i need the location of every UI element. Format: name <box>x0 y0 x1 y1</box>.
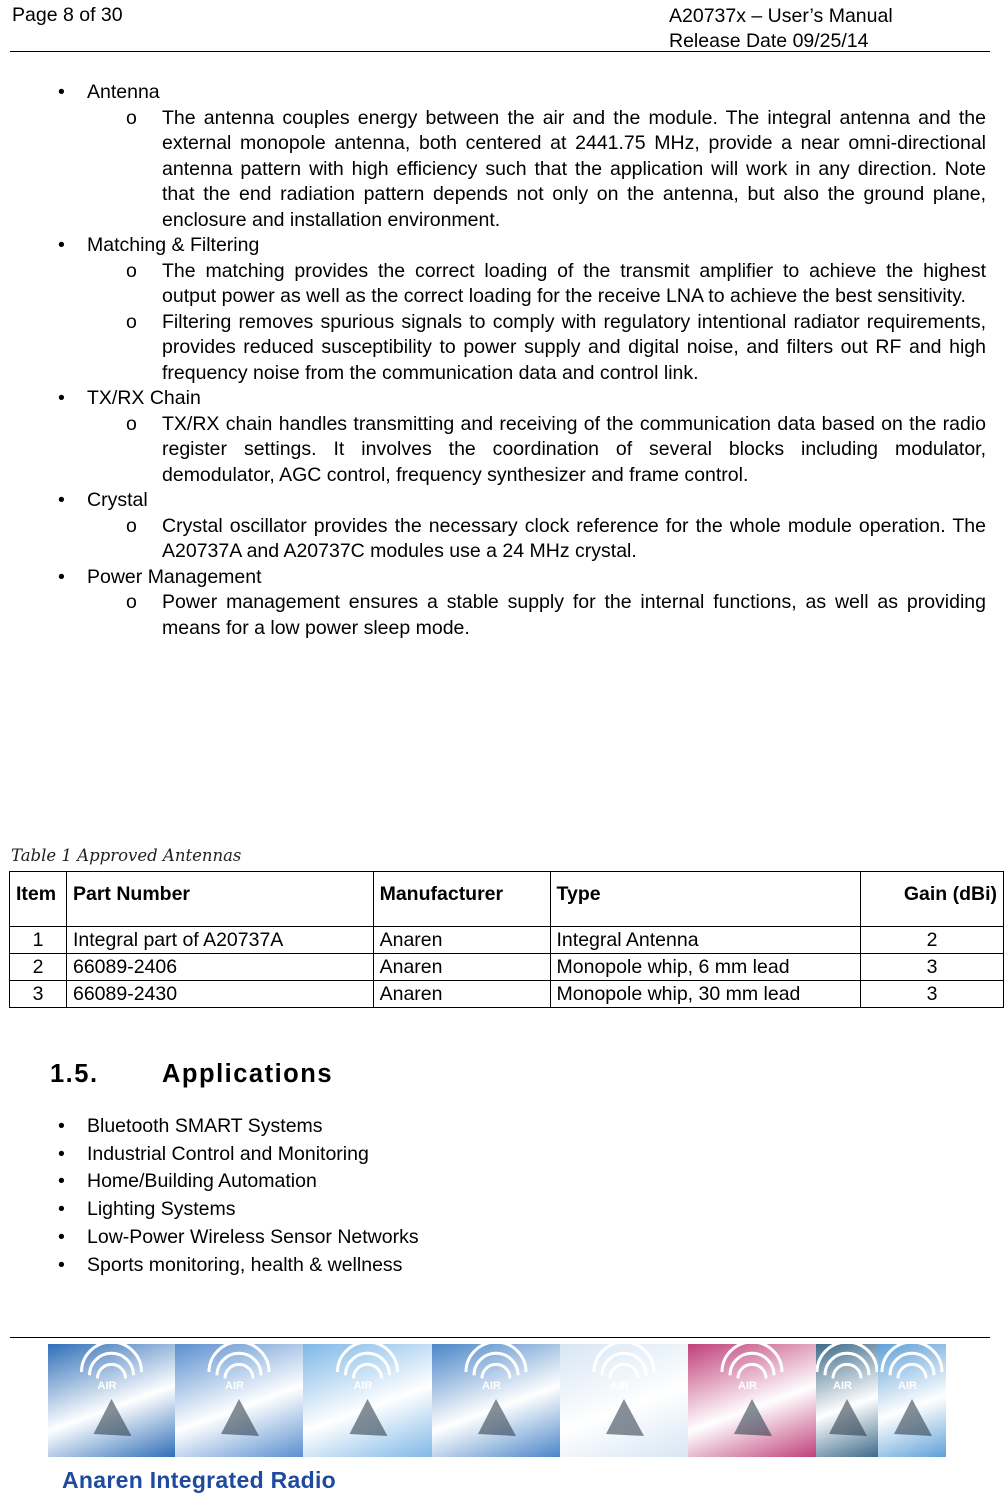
footer-banner <box>48 1344 946 1494</box>
application-label: Sports monitoring, health & wellness <box>87 1253 403 1276</box>
detail-text: Filtering removes spurious signals to comply with regulatory intentional radiator requirements, provides reduced susceptibility to power supply and digital noise, and filters out RF and high frequency noise from the communication data and control link. <box>162 310 986 384</box>
component-list <box>0 80 1006 641</box>
bullet-icon: • <box>58 1225 65 1248</box>
table-cell: 66089-2406 <box>66 954 373 981</box>
release-date: Release Date 09/25/14 <box>669 30 869 52</box>
component-title: Antenna <box>87 81 160 103</box>
component-detail <box>0 590 1006 641</box>
approved-antennas-table <box>9 871 1004 1008</box>
table-cell: 1 <box>10 927 67 954</box>
bullet-icon: • <box>58 234 65 256</box>
surfer-image <box>816 1344 878 1457</box>
circle-bullet-icon: o <box>126 259 137 282</box>
bullet-icon: • <box>58 81 65 103</box>
component-item <box>0 386 1006 412</box>
application-item <box>0 1168 1006 1196</box>
bullet-icon: • <box>58 1253 65 1276</box>
table-row <box>10 927 1004 954</box>
document-title: A20737x – User’s Manual <box>669 5 893 27</box>
circle-bullet-icon: o <box>126 106 137 129</box>
bullet-icon: • <box>58 1170 65 1193</box>
air-badge-label: AIR <box>610 1380 629 1392</box>
air-badge-icon <box>878 1344 946 1457</box>
component-title: Matching & Filtering <box>87 234 260 256</box>
circle-bullet-icon: o <box>126 591 137 613</box>
detail-text: Power management ensures a stable supply for the internal functions, as well as providing means for a low power sleep mode. <box>162 591 986 639</box>
section-title: Applications <box>162 1060 334 1088</box>
air-badge-icon <box>688 1344 816 1457</box>
circle-bullet-icon: o <box>126 310 137 333</box>
bullet-icon: • <box>58 1142 65 1165</box>
column-header: Part Number <box>66 872 373 927</box>
table-caption: Table 1 Approved Antennas <box>11 846 242 865</box>
cyclist-image <box>303 1344 432 1457</box>
table-cell: Integral Antenna <box>550 927 861 954</box>
windsurfer-image <box>560 1344 688 1457</box>
air-badge-icon <box>48 1344 175 1457</box>
air-badge-icon <box>303 1344 432 1457</box>
air-badge-label: AIR <box>97 1380 117 1392</box>
detail-text: TX/RX chain handles transmitting and receiving of the communication data based on the radio register settings. It involves the coordination of several blocks including modulator, demodulator, AGC control, frequency synthesizer and frame control. <box>162 412 986 486</box>
detail-text: The matching provides the correct loading of the transmit amplifier to achieve the highest output power as well as the correct loading for the receive LNA to achieve the best sensitivity. <box>162 259 986 307</box>
brand-name: Anaren Integrated Radio <box>62 1467 336 1493</box>
air-badge-icon <box>560 1344 688 1457</box>
air-badge-label: AIR <box>353 1380 373 1392</box>
application-item <box>0 1113 1006 1141</box>
component-detail <box>0 310 1006 387</box>
component-item <box>0 488 1006 514</box>
table-cell: Anaren <box>373 927 550 954</box>
table-cell: 3 <box>861 954 1004 981</box>
footer-rule <box>10 1337 990 1338</box>
air-badge-label: AIR <box>898 1380 917 1392</box>
skateboarder-image <box>48 1344 175 1457</box>
table-cell: 2 <box>861 927 1004 954</box>
snowboarder-image <box>432 1344 560 1457</box>
bullet-icon: • <box>58 565 65 588</box>
component-title: Crystal <box>87 489 148 511</box>
component-detail <box>0 412 1006 489</box>
component-detail <box>0 106 1006 234</box>
table-cell: Anaren <box>373 954 550 981</box>
application-label: Home/Building Automation <box>87 1170 317 1193</box>
application-item <box>0 1252 1006 1280</box>
circle-bullet-icon: o <box>126 412 137 435</box>
table-cell: Anaren <box>373 981 550 1008</box>
table-header-row <box>10 872 1004 927</box>
air-badge-label: AIR <box>738 1380 757 1392</box>
bullet-icon: • <box>58 1115 65 1137</box>
application-label: Low-Power Wireless Sensor Networks <box>87 1225 419 1248</box>
air-badge-label: AIR <box>225 1380 244 1392</box>
table-cell: 3 <box>861 981 1004 1008</box>
component-title: Power Management <box>87 565 262 588</box>
document-header <box>669 4 893 54</box>
kayaker-image <box>688 1344 816 1457</box>
component-item <box>0 80 1006 106</box>
air-badge-label: AIR <box>482 1380 501 1392</box>
column-header: Manufacturer <box>373 872 550 927</box>
air-badge-icon <box>816 1344 878 1457</box>
column-header: Gain (dBi) <box>861 872 1004 927</box>
component-title: TX/RX Chain <box>87 387 201 409</box>
circle-bullet-icon: o <box>126 514 137 537</box>
skier-image <box>175 1344 303 1457</box>
air-badge-icon <box>432 1344 560 1457</box>
application-label: Lighting Systems <box>87 1198 236 1221</box>
application-item <box>0 1224 1006 1252</box>
table-cell: 66089-2430 <box>66 981 373 1008</box>
table-cell: 2 <box>10 954 67 981</box>
table-cell: Integral part of A20737A <box>66 927 373 954</box>
bullet-icon: • <box>58 387 65 409</box>
page-number: Page 8 of 30 <box>12 4 123 26</box>
air-badge-icon <box>175 1344 303 1457</box>
component-item <box>0 233 1006 259</box>
table-cell: 3 <box>10 981 67 1008</box>
application-item <box>0 1141 1006 1169</box>
section-number: 1.5. <box>50 1060 99 1088</box>
applications-list <box>0 1113 1006 1279</box>
application-item <box>0 1196 1006 1224</box>
jumper-image <box>878 1344 946 1457</box>
application-label: Industrial Control and Monitoring <box>87 1142 369 1165</box>
header-rule <box>10 51 990 52</box>
bullet-icon: • <box>58 489 65 511</box>
bullet-icon: • <box>58 1198 65 1221</box>
component-detail <box>0 259 1006 310</box>
table-cell: Monopole whip, 6 mm lead <box>550 954 861 981</box>
table-row <box>10 981 1004 1008</box>
application-label: Bluetooth SMART Systems <box>87 1115 323 1137</box>
air-badge-label: AIR <box>833 1380 852 1392</box>
component-item <box>0 565 1006 591</box>
table-cell: Monopole whip, 30 mm lead <box>550 981 861 1008</box>
table-row <box>10 954 1004 981</box>
column-header: Item <box>10 872 67 927</box>
detail-text: The antenna couples energy between the air and the module. The integral antenna and the external monopole antenna, both centered at 2441.75 MHz, provide a near omni-directional antenna pattern with high efficiency such that the application will work in any direction. Note that the end radiation pattern depends not only on the antenna, but also the ground plane, enclosure and installation environment. <box>162 106 986 231</box>
section-heading <box>50 1060 333 1089</box>
component-detail <box>0 514 1006 565</box>
column-header: Type <box>550 872 861 927</box>
detail-text: Crystal oscillator provides the necessary clock reference for the whole module operation. The A20737A and A20737C modules use a 24 MHz crystal. <box>162 514 986 562</box>
